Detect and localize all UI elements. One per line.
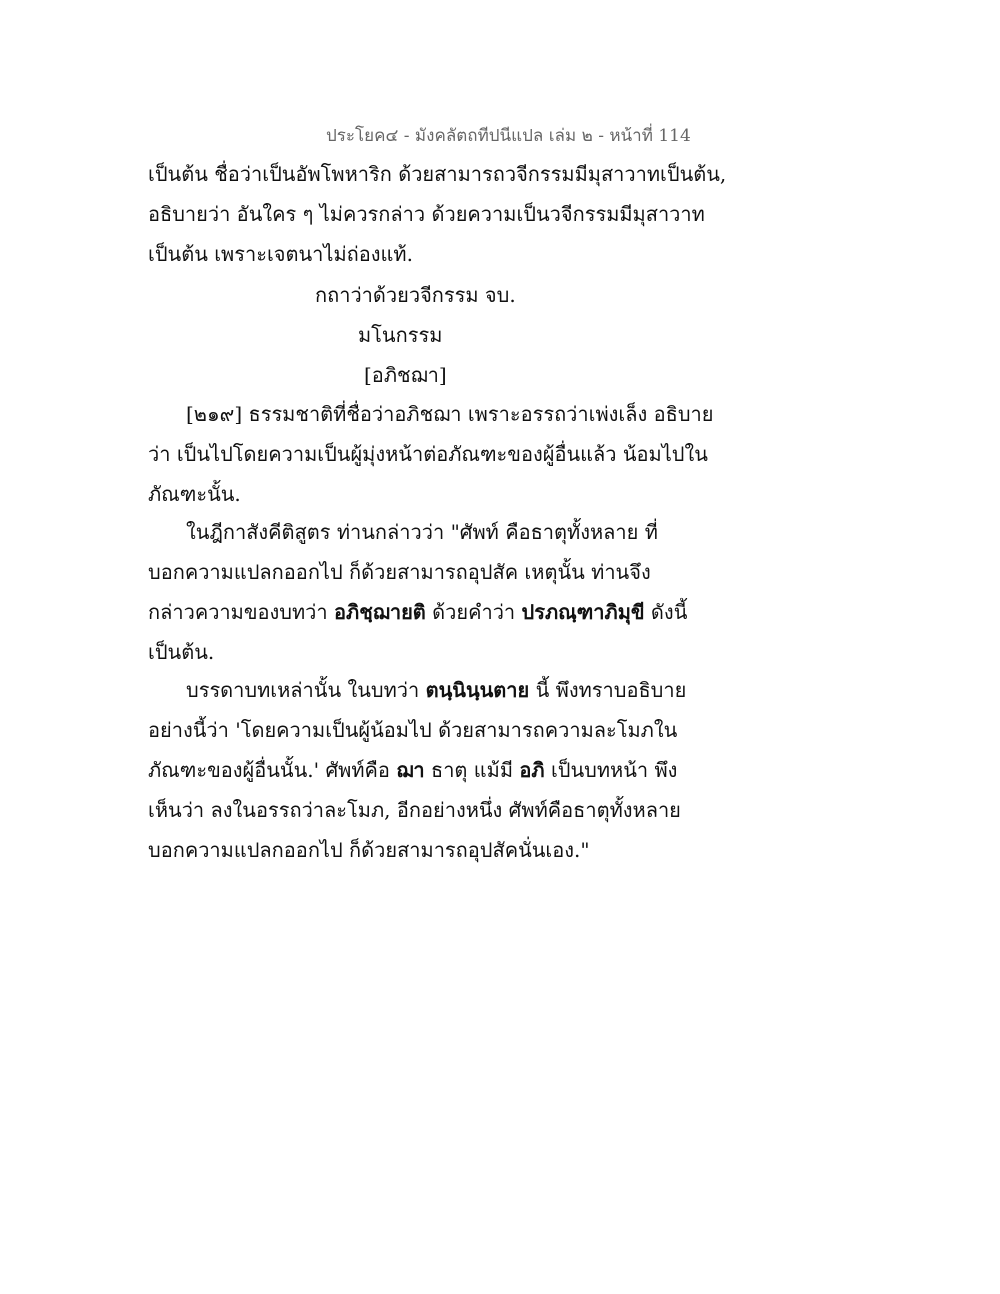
section-title: มโนกรรม — [358, 323, 443, 347]
pali-term: อภิชฺฌายติ — [334, 600, 426, 624]
text-run: ด้วยคำว่า — [425, 600, 522, 624]
pali-term: อภิ — [519, 758, 545, 782]
text-line: เห็นว่า ลงในอรรถว่าละโมภ, อีกอย่างหนึ่ง ศัพท์คือธาตุทั้งหลาย — [148, 798, 681, 822]
text-run: เป็นบทหน้า พึง — [544, 758, 678, 782]
text-line — [148, 756, 708, 784]
text-run: ธาตุ แม้มี — [424, 758, 520, 782]
text-line: [๒๑๙] ธรรมชาติที่ชื่อว่าอภิชฌา เพราะอรรถว่าเพ่งเล็ง อธิบาย — [186, 402, 714, 426]
text-line — [186, 676, 746, 704]
pali-term: ตนฺนินฺนตาย — [425, 678, 530, 702]
section-end-note: กถาว่าด้วยวจีกรรม จบ. — [315, 283, 516, 307]
text-line: ว่า เป็นไปโดยความเป็นผู้มุ่งหน้าต่อภัณฑะของผู้อื่นแล้ว น้อมไปใน — [148, 442, 708, 466]
running-header: ประโยค๔ - มังคลัตถทีปนีแปล เล่ม ๒ - หน้าที่ 114 — [326, 126, 691, 146]
text-run: ดังนี้ — [644, 600, 688, 624]
text-run: บรรดาบทเหล่านั้น ในบทว่า — [186, 678, 426, 702]
text-line: บอกความแปลกออกไป ก็ด้วยสามารถอุปสัคนั่นเอง." — [148, 838, 590, 862]
text-line: เป็นต้น ชื่อว่าเป็นอัพโพหาริก ด้วยสามารถวจีกรรมมีมุสาวาทเป็นต้น, — [148, 162, 727, 186]
text-line: เป็นต้น เพราะเจตนาไม่ถ่องแท้. — [148, 242, 413, 266]
text-line: ภัณฑะนั้น. — [148, 482, 241, 506]
text-line: อย่างนี้ว่า 'โดยความเป็นผู้น้อมไป ด้วยสามารถความละโมภใน — [148, 718, 678, 742]
text-run: กล่าวความของบทว่า — [148, 600, 334, 624]
subsection-title: [อภิชฌา] — [364, 363, 447, 387]
pali-term: ปรภณฺฑาภิมุขี — [521, 600, 645, 624]
text-run: ภัณฑะของผู้อื่นนั้น.' ศัพท์คือ — [148, 758, 397, 782]
text-line: อธิบายว่า อันใคร ๆ ไม่ควรกล่าว ด้วยความเป็นวจีกรรมมีมุสาวาท — [148, 202, 705, 226]
text-line — [148, 598, 708, 626]
pali-term: ฌา — [396, 758, 425, 782]
text-line: บอกความแปลกออกไป ก็ด้วยสามารถอุปสัค เหตุนั้น ท่านจึง — [148, 560, 651, 584]
text-line: ในฎีกาสังคีติสูตร ท่านกล่าวว่า "ศัพท์ คือธาตุทั้งหลาย ที่ — [186, 520, 658, 544]
text-run: นี้ พึงทราบอธิบาย — [529, 678, 687, 702]
text-line: เป็นต้น. — [148, 640, 215, 664]
